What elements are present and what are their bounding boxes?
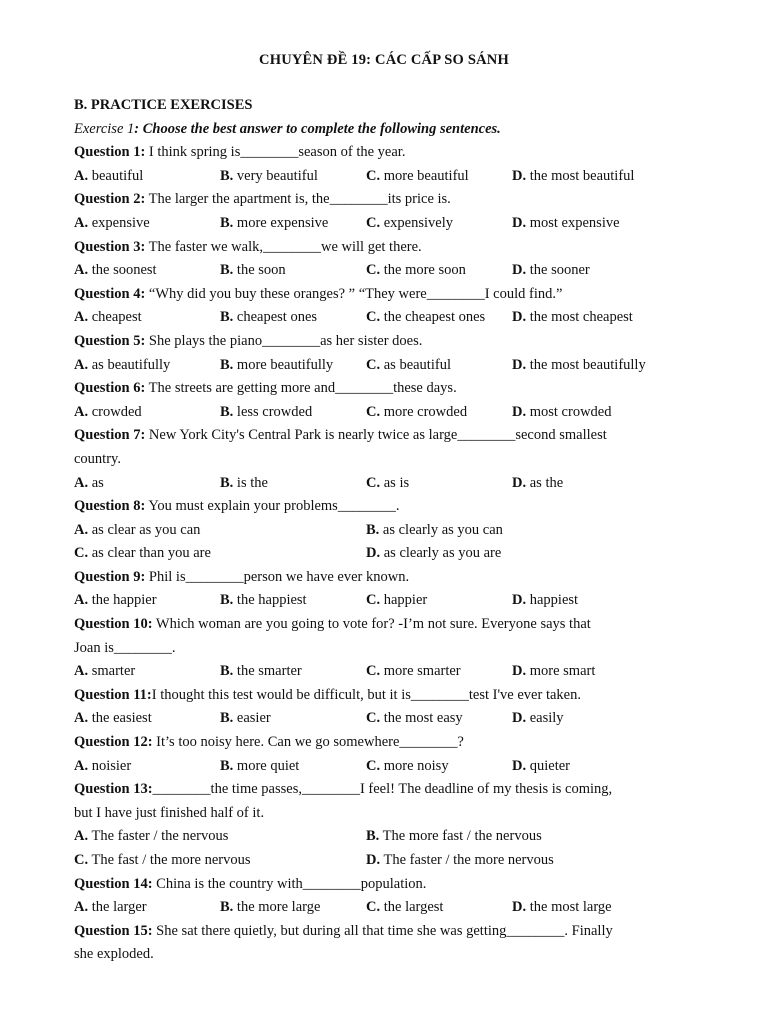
option-letter: A. <box>74 757 89 774</box>
option-text: most crowded <box>526 403 612 420</box>
answer-option <box>366 165 512 189</box>
option-text: cheapest ones <box>233 309 318 326</box>
answer-options-row <box>74 542 694 566</box>
answer-option <box>74 165 220 189</box>
document-page <box>74 48 694 967</box>
option-text: easier <box>233 710 271 727</box>
question-label: Question 9: <box>74 568 146 585</box>
question-text: The faster we walk,________we will get there. <box>145 238 422 255</box>
question-text: The streets are getting more and________these days. <box>145 380 457 397</box>
option-text: less crowded <box>233 403 313 420</box>
question-text: ________the time passes,________I feel! The deadline of my thesis is coming, <box>152 781 613 798</box>
answer-option <box>74 849 366 873</box>
question-block <box>74 778 694 872</box>
question-label: Question 15: <box>74 922 153 939</box>
answer-options-row <box>74 589 694 613</box>
question-text: I thought this test would be difficult, but it is________test I've ever taken. <box>151 686 581 703</box>
option-letter: B. <box>366 521 380 538</box>
answer-option <box>74 519 366 543</box>
answer-option <box>366 825 542 849</box>
option-text: cheapest <box>88 309 142 326</box>
option-text: happier <box>380 592 428 609</box>
option-text: more smart <box>526 663 596 680</box>
question-text-line <box>74 566 694 590</box>
option-letter: C. <box>74 852 89 868</box>
option-text: is the <box>233 474 268 491</box>
option-letter: D. <box>512 710 527 727</box>
option-letter: C. <box>74 545 89 562</box>
option-letter: B. <box>220 663 234 680</box>
answer-option <box>512 660 595 684</box>
question-text: China is the country with________population. <box>152 875 427 892</box>
question-block <box>74 377 694 424</box>
answer-option <box>512 589 578 613</box>
option-letter: C. <box>366 899 381 916</box>
option-letter: A. <box>74 663 89 680</box>
option-text: the soon <box>233 262 286 279</box>
option-letter: A. <box>74 710 89 727</box>
question-block <box>74 873 694 920</box>
option-letter: D. <box>512 309 527 326</box>
option-text: smarter <box>88 663 136 680</box>
answer-option <box>220 589 366 613</box>
answer-option <box>74 306 220 330</box>
question-block <box>74 236 694 283</box>
option-text: as <box>88 474 104 491</box>
question-label: Question 1: <box>74 144 146 161</box>
question-text-line <box>74 943 694 967</box>
question-text-line <box>74 141 694 165</box>
question-text-line <box>74 377 694 401</box>
option-letter: B. <box>220 592 234 609</box>
option-letter: B. <box>220 214 234 231</box>
answer-options-row <box>74 306 694 330</box>
answer-option <box>366 212 512 236</box>
option-letter: B. <box>220 356 234 373</box>
question-text: Which woman are you going to vote for? -I’m not sure. Everyone says that <box>152 616 591 633</box>
answer-options-row <box>74 519 694 543</box>
option-letter: C. <box>366 710 381 727</box>
question-block <box>74 495 694 566</box>
answer-option <box>512 401 611 425</box>
option-letter: B. <box>220 899 234 916</box>
option-text: as is <box>380 474 410 491</box>
option-text: The faster / the more nervous <box>380 852 554 868</box>
option-text: most expensive <box>526 214 620 231</box>
answer-option <box>366 259 512 283</box>
answer-options-row <box>74 660 694 684</box>
option-text: more crowded <box>380 403 468 420</box>
option-text: more beautiful <box>380 167 469 184</box>
answer-option <box>220 165 366 189</box>
question-block <box>74 566 694 613</box>
question-block <box>74 920 694 967</box>
answer-option <box>220 212 366 236</box>
option-letter: A. <box>74 309 89 326</box>
option-text: the sooner <box>526 262 590 279</box>
option-text: happiest <box>526 592 579 609</box>
question-text: Phil is________person we have ever known. <box>145 568 410 585</box>
answer-option <box>366 660 512 684</box>
option-letter: D. <box>512 356 527 373</box>
question-list <box>74 141 694 967</box>
question-label: Question 3: <box>74 238 146 255</box>
question-block <box>74 684 694 731</box>
question-text: country. <box>74 450 121 467</box>
option-text: as the <box>526 474 564 491</box>
question-text: You must explain your problems________. <box>145 498 400 515</box>
option-letter: D. <box>512 167 527 184</box>
exercise-text: : Choose the best answer to complete the following sentences. <box>134 120 501 137</box>
answer-option <box>512 306 633 330</box>
option-text: expensive <box>88 214 150 231</box>
option-text: the larger <box>88 899 147 916</box>
option-text: more beautifully <box>233 356 334 373</box>
option-letter: D. <box>512 474 527 491</box>
option-letter: D. <box>512 262 527 279</box>
answer-option <box>512 259 590 283</box>
answer-option <box>366 755 512 779</box>
answer-option <box>512 165 634 189</box>
question-text: I think spring is________season of the year. <box>145 144 406 161</box>
question-text-line <box>74 448 694 472</box>
question-label: Question 6: <box>74 380 146 397</box>
option-text: as clear as you can <box>88 521 201 538</box>
question-text: she exploded. <box>74 946 154 963</box>
option-text: the most cheapest <box>526 309 633 326</box>
answer-option <box>74 354 220 378</box>
option-letter: C. <box>366 403 381 420</box>
option-text: as clear than you are <box>88 545 211 562</box>
question-label: Question 4: <box>74 285 146 302</box>
option-letter: A. <box>74 167 89 184</box>
question-text: but I have just finished half of it. <box>74 804 265 821</box>
option-text: crowded <box>88 403 142 420</box>
question-text: She sat there quietly, but during all that time she was getting________. Finally <box>152 922 613 939</box>
question-label: Question 2: <box>74 191 146 208</box>
answer-option <box>220 472 366 496</box>
answer-option <box>512 755 570 779</box>
spacer <box>74 72 694 94</box>
option-letter: C. <box>366 757 381 774</box>
answer-option <box>74 660 220 684</box>
question-text: “Why did you buy these oranges? ” “They were________I could find.” <box>145 285 563 302</box>
option-text: as clearly as you are <box>380 545 502 562</box>
answer-option <box>220 354 366 378</box>
answer-options-row <box>74 165 694 189</box>
option-letter: D. <box>512 592 527 609</box>
option-text: the most beautiful <box>526 167 635 184</box>
question-text: She plays the piano________as her sister does. <box>145 332 423 349</box>
option-text: more expensive <box>233 214 329 231</box>
option-letter: B. <box>220 403 234 420</box>
option-letter: C. <box>366 262 381 279</box>
option-text: the easiest <box>88 710 152 727</box>
question-block <box>74 330 694 377</box>
document-title: CHUYÊN ĐỀ 19: CÁC CẤP SO SÁNH <box>259 52 509 68</box>
answer-option <box>74 755 220 779</box>
question-label: Question 10: <box>74 616 153 633</box>
option-letter: B. <box>220 309 234 326</box>
option-letter: A. <box>74 403 89 420</box>
question-label: Question 5: <box>74 332 146 349</box>
option-letter: A. <box>74 521 89 538</box>
option-text: the soonest <box>88 262 157 279</box>
option-text: the happiest <box>233 592 307 609</box>
option-letter: C. <box>366 474 381 491</box>
question-label: Question 7: <box>74 427 146 444</box>
answer-option <box>220 401 366 425</box>
option-letter: D. <box>512 757 527 774</box>
answer-option <box>366 401 512 425</box>
question-block <box>74 283 694 330</box>
option-letter: A. <box>74 262 89 279</box>
option-text: The faster / the nervous <box>88 828 229 845</box>
option-text: the most easy <box>380 710 463 727</box>
option-letter: A. <box>74 592 89 609</box>
question-text-line <box>74 778 694 802</box>
answer-option <box>220 896 366 920</box>
answer-option <box>74 589 220 613</box>
option-text: very beautiful <box>233 167 318 184</box>
option-letter: C. <box>366 309 381 326</box>
question-text-line <box>74 684 694 708</box>
option-text: the largest <box>380 899 444 916</box>
answer-option <box>512 896 612 920</box>
answer-options-row <box>74 472 694 496</box>
option-letter: A. <box>74 899 89 916</box>
option-letter: A. <box>74 356 89 373</box>
question-label: Question 14: <box>74 875 153 892</box>
option-text: easily <box>526 710 564 727</box>
question-label: Question 11: <box>74 686 152 703</box>
question-text: Joan is________. <box>74 639 176 656</box>
option-letter: D. <box>512 403 527 420</box>
question-text-line <box>74 802 694 826</box>
answer-option <box>220 707 366 731</box>
answer-option <box>512 354 646 378</box>
answer-option <box>220 306 366 330</box>
option-letter: C. <box>366 356 381 373</box>
answer-option <box>512 707 564 731</box>
option-letter: A. <box>74 214 89 231</box>
option-text: noisier <box>88 757 132 774</box>
answer-option <box>366 589 512 613</box>
option-text: more smarter <box>380 663 461 680</box>
answer-option <box>366 472 512 496</box>
answer-option <box>366 519 503 543</box>
question-block <box>74 141 694 188</box>
option-letter: D. <box>512 214 527 231</box>
option-text: as beautifully <box>88 356 171 373</box>
exercise-label: Exercise 1 <box>74 120 135 137</box>
question-label: Question 13: <box>74 781 153 798</box>
option-text: as clearly as you can <box>379 521 503 538</box>
option-text: the happier <box>88 592 157 609</box>
exercise-instruction <box>74 118 694 142</box>
question-label: Question 8: <box>74 498 146 515</box>
question-text-line <box>74 188 694 212</box>
question-text-line <box>74 424 694 448</box>
option-text: the smarter <box>233 663 302 680</box>
answer-option <box>512 212 620 236</box>
question-label: Question 12: <box>74 734 153 751</box>
option-letter: B. <box>366 828 380 845</box>
option-letter: B. <box>220 710 234 727</box>
question-text-line <box>74 637 694 661</box>
question-text-line <box>74 920 694 944</box>
answer-option <box>74 825 366 849</box>
question-block <box>74 424 694 495</box>
option-text: the most large <box>526 899 612 916</box>
option-text: the more soon <box>380 262 466 279</box>
question-text-line <box>74 283 694 307</box>
answer-options-row <box>74 401 694 425</box>
option-text: more quiet <box>233 757 300 774</box>
option-letter: B. <box>220 167 234 184</box>
answer-option <box>74 212 220 236</box>
answer-option <box>220 755 366 779</box>
option-letter: C. <box>366 592 381 609</box>
answer-option <box>74 707 220 731</box>
option-letter: A. <box>74 828 89 845</box>
option-letter: C. <box>366 214 381 231</box>
question-text-line <box>74 495 694 519</box>
answer-options-row <box>74 755 694 779</box>
question-block <box>74 613 694 684</box>
question-text-line <box>74 236 694 260</box>
answer-option <box>366 354 512 378</box>
question-text: The larger the apartment is, the________its price is. <box>145 191 451 208</box>
option-letter: D. <box>512 899 527 916</box>
answer-option <box>512 472 563 496</box>
answer-options-row <box>74 849 694 873</box>
option-letter: D. <box>366 545 381 562</box>
answer-options-row <box>74 825 694 849</box>
answer-option <box>220 660 366 684</box>
option-text: more noisy <box>380 757 449 774</box>
option-text: the more large <box>233 899 321 916</box>
option-text: the most beautifully <box>526 356 646 373</box>
option-letter: B. <box>220 474 234 491</box>
answer-option <box>74 259 220 283</box>
answer-options-row <box>74 707 694 731</box>
answer-option <box>74 401 220 425</box>
option-letter: B. <box>220 757 234 774</box>
answer-options-row <box>74 259 694 283</box>
question-text-line <box>74 731 694 755</box>
answer-option <box>366 542 501 566</box>
question-text: It’s too noisy here. Can we go somewhere________? <box>152 734 464 751</box>
option-text: as beautiful <box>380 356 451 373</box>
option-text: The more fast / the nervous <box>379 828 542 845</box>
question-text: New York City's Central Park is nearly twice as large________second smallest <box>145 427 607 444</box>
answer-option <box>366 707 512 731</box>
option-letter: D. <box>366 852 381 868</box>
answer-option <box>366 849 554 873</box>
question-block <box>74 731 694 778</box>
section-heading: B. PRACTICE EXERCISES <box>74 97 253 113</box>
answer-options-row <box>74 354 694 378</box>
answer-options-row <box>74 212 694 236</box>
answer-option <box>74 896 220 920</box>
question-block <box>74 188 694 235</box>
answer-option <box>220 259 366 283</box>
option-text: The fast / the more nervous <box>88 852 251 868</box>
option-letter: C. <box>366 167 381 184</box>
option-letter: A. <box>74 474 89 491</box>
answer-option <box>366 306 512 330</box>
answer-option <box>74 542 366 566</box>
question-text-line <box>74 330 694 354</box>
question-text-line <box>74 613 694 637</box>
option-text: the cheapest ones <box>380 309 486 326</box>
option-letter: B. <box>220 262 234 279</box>
answer-option <box>74 472 220 496</box>
option-letter: C. <box>366 663 381 680</box>
option-text: quieter <box>526 757 570 774</box>
option-text: expensively <box>380 214 453 231</box>
question-text-line <box>74 873 694 897</box>
answer-option <box>366 896 512 920</box>
answer-options-row <box>74 896 694 920</box>
option-text: beautiful <box>88 167 144 184</box>
option-letter: D. <box>512 663 527 680</box>
